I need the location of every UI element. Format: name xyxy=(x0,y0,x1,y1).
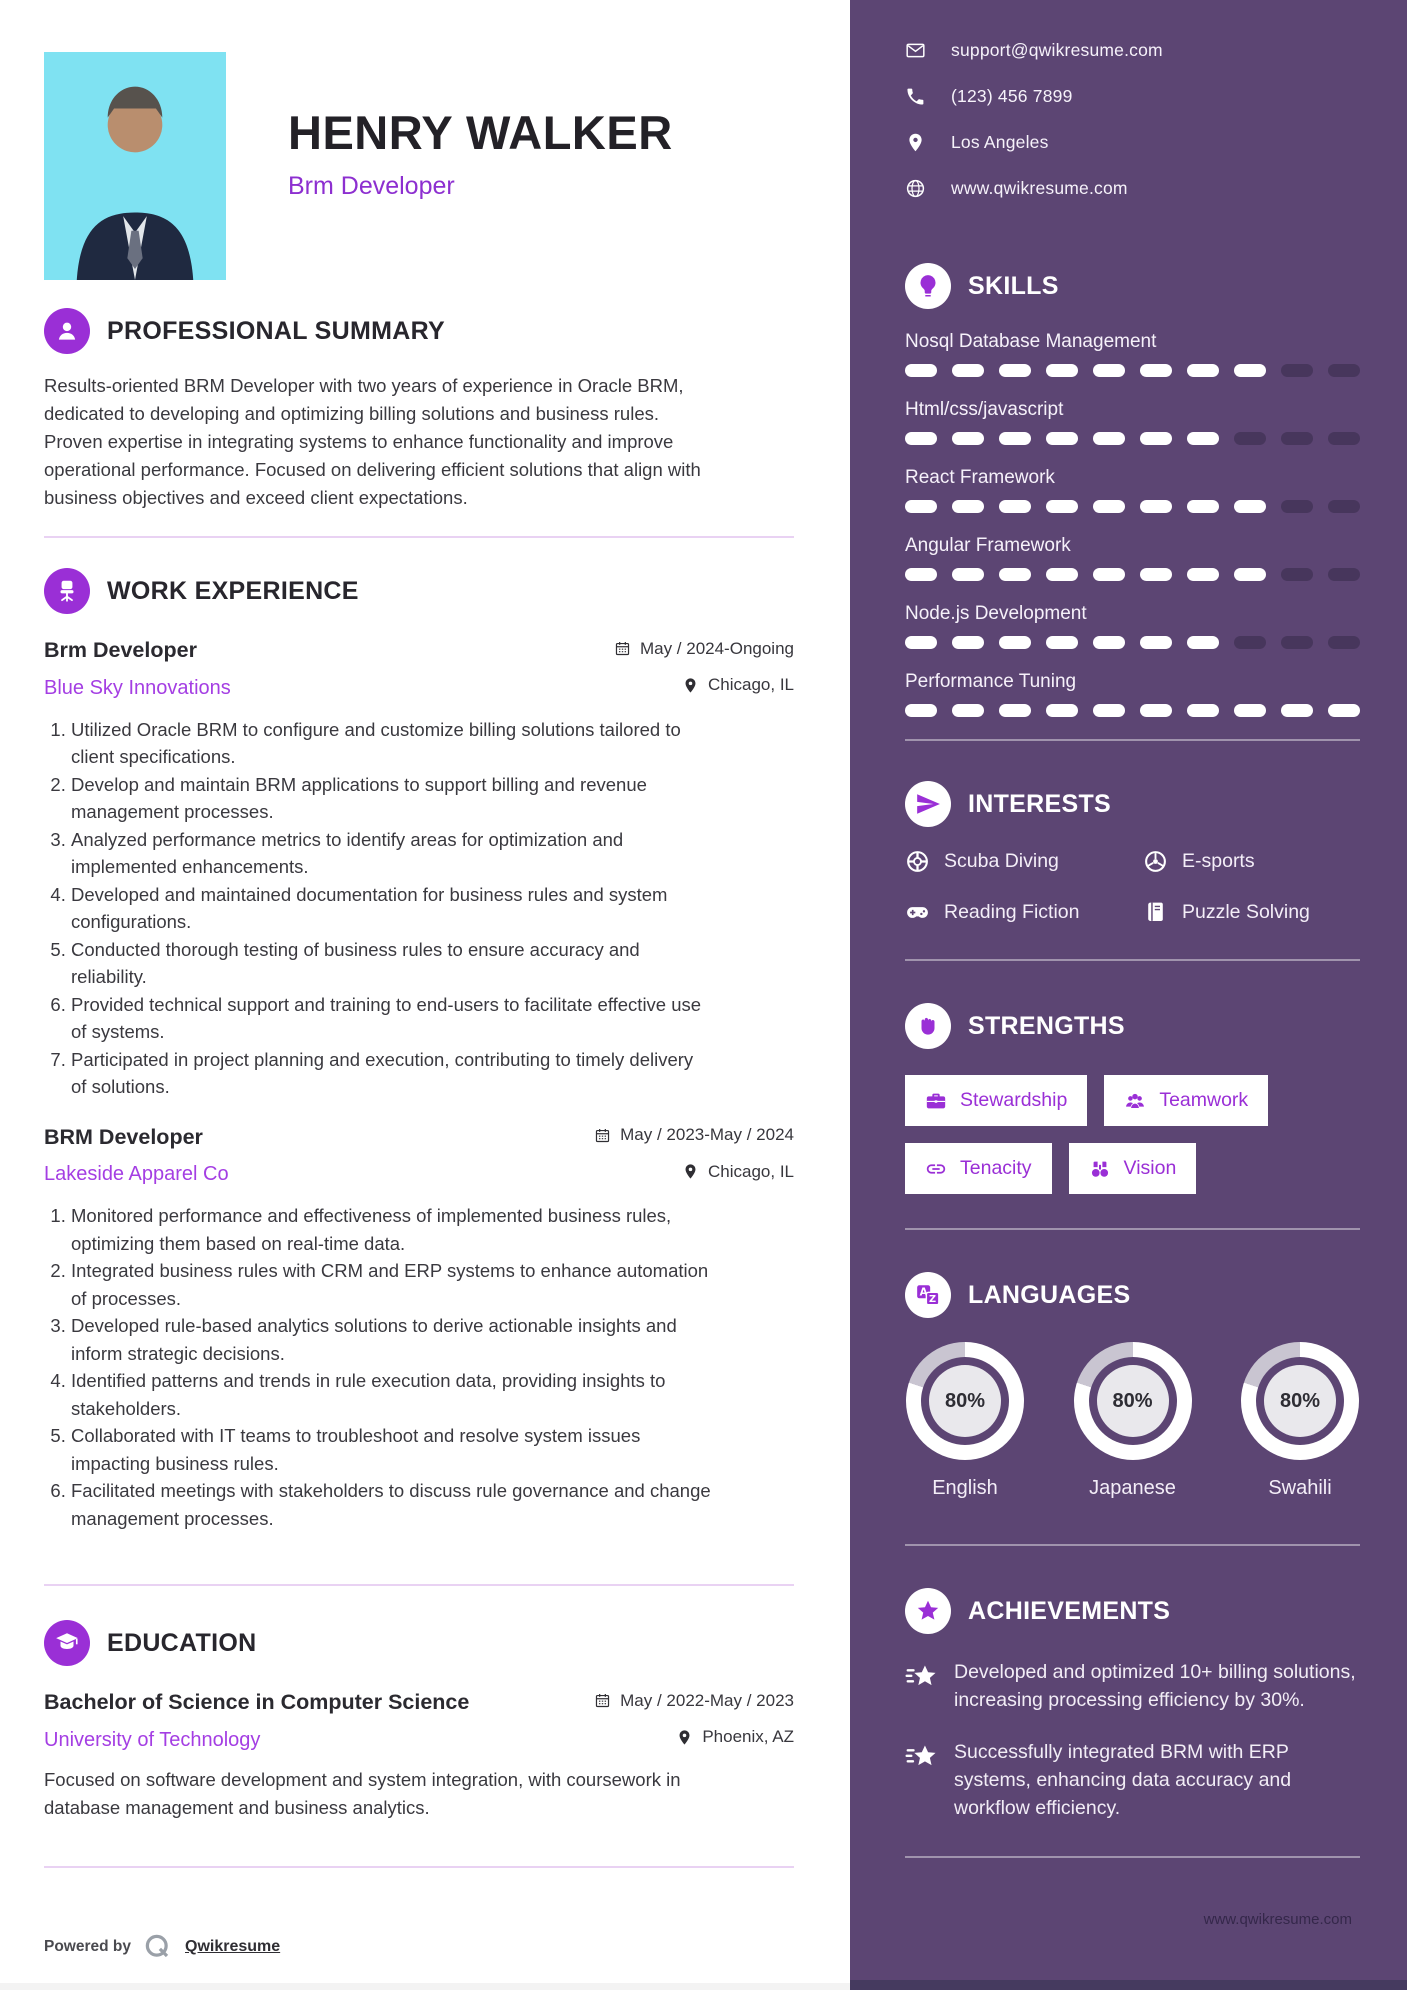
job-title: BRM Developer xyxy=(44,1124,203,1149)
work-heading: WORK EXPERIENCE xyxy=(107,576,359,605)
skill-pill xyxy=(1281,704,1313,717)
pin-icon xyxy=(682,1163,699,1180)
pin-icon xyxy=(905,132,926,153)
job-bullet: 3. Analyzed performance metrics to identify areas for optimization and implemented enhancements. xyxy=(71,826,712,881)
skill-pill xyxy=(1046,636,1078,649)
skill-pill xyxy=(1187,500,1219,513)
skill-pill xyxy=(1281,636,1313,649)
skill-pill xyxy=(1046,432,1078,445)
job-location-text: Chicago, IL xyxy=(708,1161,794,1181)
job-list xyxy=(44,638,794,1532)
globe-icon xyxy=(905,178,926,199)
skill-pill xyxy=(905,364,937,377)
skill-level-bar xyxy=(905,500,1360,513)
translate-icon xyxy=(905,1272,951,1318)
graduation-icon xyxy=(44,1620,90,1666)
skill-name: Html/css/javascript xyxy=(905,399,1064,420)
skill-pill xyxy=(1140,636,1172,649)
skill-pill xyxy=(952,364,984,377)
interest-item xyxy=(1143,849,1360,874)
skill-name: Node.js Development xyxy=(905,603,1087,624)
mail-icon xyxy=(905,40,926,61)
person-icon xyxy=(44,308,90,354)
skill-pill xyxy=(1140,568,1172,581)
skill-pill xyxy=(1046,568,1078,581)
job-dates xyxy=(614,639,794,659)
skill-pill xyxy=(905,568,937,581)
contact-item[interactable] xyxy=(905,132,1360,153)
sidebar-divider xyxy=(905,1856,1360,1858)
degree-title: Bachelor of Science in Computer Science xyxy=(44,1690,470,1714)
language-item xyxy=(1073,1342,1193,1500)
skill-level-bar xyxy=(905,704,1360,717)
skill-pill xyxy=(999,704,1031,717)
job-bullet-list xyxy=(44,716,712,1101)
skill-item xyxy=(905,535,1360,581)
skill-pill xyxy=(1234,364,1266,377)
language-item xyxy=(905,1342,1025,1500)
job-bullet: 2. Integrated business rules with CRM and ERP systems to enhance automation of processes. xyxy=(71,1257,712,1312)
skill-pill xyxy=(999,432,1031,445)
chain-link-icon xyxy=(925,1158,947,1180)
skill-pill xyxy=(1281,432,1313,445)
achievements-heading: ACHIEVEMENTS xyxy=(968,1596,1171,1625)
language-percent: 80% xyxy=(1264,1365,1336,1437)
skill-pill xyxy=(905,636,937,649)
language-item xyxy=(1240,1342,1360,1500)
skill-pill xyxy=(1234,500,1266,513)
calendar-icon xyxy=(594,1127,611,1144)
profile-photo xyxy=(44,52,226,280)
contact-item[interactable] xyxy=(905,40,1360,61)
interest-item xyxy=(905,849,1143,874)
identity-header xyxy=(44,52,794,280)
esports-ball-icon xyxy=(1143,849,1168,874)
skill-pill xyxy=(1046,500,1078,513)
education-dates xyxy=(594,1691,794,1711)
language-name: English xyxy=(932,1477,998,1499)
job-bullet: 5. Conducted thorough testing of business rules to ensure accuracy and reliability. xyxy=(71,936,712,991)
calendar-icon xyxy=(614,640,631,657)
section-divider xyxy=(44,536,794,538)
skill-level-bar xyxy=(905,432,1360,445)
footer-branding xyxy=(44,1932,794,1962)
skill-name: React Framework xyxy=(905,467,1055,488)
interests-heading: INTERESTS xyxy=(968,789,1111,818)
paper-plane-icon xyxy=(905,781,951,827)
powered-by-label: Powered by xyxy=(44,1937,131,1955)
job-bullet: 4. Developed and maintained documentation for business rules and system configurations. xyxy=(71,881,712,936)
skill-name: Performance Tuning xyxy=(905,671,1077,692)
language-list xyxy=(905,1342,1360,1500)
skill-pill xyxy=(999,568,1031,581)
skill-pill xyxy=(1187,432,1219,445)
skill-pill xyxy=(1187,364,1219,377)
skill-pill xyxy=(1234,704,1266,717)
job-bullet: 2. Develop and maintain BRM applications to support billing and revenue management processes. xyxy=(71,771,712,826)
donut-gap xyxy=(1256,1357,1344,1445)
skill-pill xyxy=(1234,432,1266,445)
job-dates-text: May / 2023-May / 2024 xyxy=(620,1125,794,1144)
interest-label: Reading Fiction xyxy=(944,901,1080,923)
teamwork-icon xyxy=(1124,1090,1146,1112)
degree-row xyxy=(44,1690,794,1715)
achievement-text: Developed and optimized 10+ billing solutions, increasing processing efficiency by 30%. xyxy=(954,1661,1356,1711)
donut-gap xyxy=(921,1357,1009,1445)
skill-pill xyxy=(1281,568,1313,581)
job-dates xyxy=(594,1125,794,1145)
job-bullet: 1. Monitored performance and effectiveness of implemented business rules, optimizing them based on real-time data. xyxy=(71,1202,712,1257)
skill-pill xyxy=(1093,432,1125,445)
job-entry xyxy=(44,638,794,1101)
strength-chip xyxy=(905,1143,1052,1194)
skill-pill xyxy=(1328,364,1360,377)
star-icon xyxy=(905,1588,951,1634)
job-bullet: 7. Participated in project planning and execution, contributing to timely delivery of solutions. xyxy=(71,1046,712,1101)
skill-pill xyxy=(1187,636,1219,649)
skill-pill xyxy=(905,704,937,717)
achievement-list xyxy=(905,1658,1360,1822)
education-heading: EDUCATION xyxy=(107,1628,257,1657)
skill-level-bar xyxy=(905,568,1360,581)
fist-icon xyxy=(905,1003,951,1049)
achievement-text: Successfully integrated BRM with ERP systems, enhancing data accuracy and workflow efficiency. xyxy=(954,1741,1292,1819)
achievement-item xyxy=(905,1658,1360,1714)
skill-item xyxy=(905,399,1360,445)
achievement-item xyxy=(905,1738,1360,1822)
skill-pill xyxy=(999,636,1031,649)
skill-pill xyxy=(1187,568,1219,581)
job-location xyxy=(682,675,794,695)
language-name: Swahili xyxy=(1268,1477,1332,1499)
candidate-name: HENRY WALKER xyxy=(288,106,673,159)
interests-section-header xyxy=(905,781,1360,827)
skills-section-header xyxy=(905,263,1360,309)
skill-pill xyxy=(1281,500,1313,513)
pin-icon xyxy=(676,1729,693,1746)
language-donut xyxy=(906,1342,1024,1460)
summary-section-header xyxy=(44,308,794,354)
job-company-row xyxy=(44,1162,794,1187)
strength-label: Stewardship xyxy=(960,1089,1068,1111)
strength-chip xyxy=(1104,1075,1268,1126)
work-section-header xyxy=(44,568,794,614)
languages-section-header xyxy=(905,1272,1360,1318)
skill-pill xyxy=(1140,364,1172,377)
contact-text: Los Angeles xyxy=(951,132,1049,152)
strength-chip xyxy=(905,1075,1087,1126)
skill-level-bar xyxy=(905,636,1360,649)
job-bullet: 1. Utilized Oracle BRM to configure and customize billing solutions tailored to client specifications. xyxy=(71,716,712,771)
education-section-header xyxy=(44,1620,794,1666)
gamepad-icon xyxy=(905,900,930,925)
sidebar-divider xyxy=(905,1228,1360,1230)
sidebar-divider xyxy=(905,959,1360,961)
skill-item xyxy=(905,331,1360,377)
company-link[interactable]: Blue Sky Innovations xyxy=(44,676,231,699)
skill-pill xyxy=(952,636,984,649)
binoculars-icon xyxy=(1089,1158,1111,1180)
contact-text: support@qwikresume.com xyxy=(951,40,1163,60)
job-title-row xyxy=(44,1125,794,1150)
job-bullet-list xyxy=(44,1202,712,1532)
sidebar-divider xyxy=(905,1544,1360,1546)
lightbulb-icon xyxy=(905,263,951,309)
interest-label: E-sports xyxy=(1182,850,1255,872)
skill-pill xyxy=(1328,568,1360,581)
skill-pill xyxy=(1046,364,1078,377)
strength-label: Vision xyxy=(1123,1157,1177,1179)
job-title-row xyxy=(44,638,794,663)
section-divider xyxy=(44,1866,794,1868)
language-donut xyxy=(1074,1342,1192,1460)
skill-pill xyxy=(1328,636,1360,649)
education-dates-text: May / 2022-May / 2023 xyxy=(620,1690,794,1710)
interest-item xyxy=(905,900,1143,925)
donut-gap xyxy=(1089,1357,1177,1445)
contact-text: www.qwikresume.com xyxy=(951,178,1128,198)
summary-text: Results-oriented BRM Developer with two years of experience in Oracle BRM, dedicated to developing and optimizing billing solutions and business rules. Proven expertise in integrating systems to enhance functionality and improve operational performance. Focused on delivering efficient solutions that align with business objectives and exceed client expectations. xyxy=(44,375,701,508)
skill-pill xyxy=(1093,500,1125,513)
book-icon xyxy=(1143,900,1168,925)
job-location-text: Chicago, IL xyxy=(708,675,794,694)
skill-pill xyxy=(952,704,984,717)
name-block xyxy=(288,52,673,280)
candidate-title: Brm Developer xyxy=(288,172,455,201)
school-row xyxy=(44,1727,794,1752)
skill-name: Angular Framework xyxy=(905,535,1071,556)
skill-pill xyxy=(999,364,1031,377)
skill-level-bar xyxy=(905,364,1360,377)
office-chair-icon xyxy=(44,568,90,614)
qwikresume-link[interactable]: Qwikresume xyxy=(185,1937,281,1955)
interest-item xyxy=(1143,900,1360,925)
skill-pill xyxy=(905,432,937,445)
language-percent: 80% xyxy=(1097,1365,1169,1437)
phone-icon xyxy=(905,86,926,107)
skill-pill xyxy=(1140,432,1172,445)
strength-chip xyxy=(1069,1143,1197,1194)
job-entry xyxy=(44,1125,794,1533)
skill-item xyxy=(905,603,1360,649)
contact-item[interactable] xyxy=(905,178,1360,199)
job-company-row xyxy=(44,675,794,700)
skill-pill xyxy=(952,500,984,513)
language-name: Japanese xyxy=(1089,1477,1176,1499)
job-bullet: 6. Provided technical support and training to end-users to facilitate effective use of systems. xyxy=(71,991,712,1046)
job-title: Brm Developer xyxy=(44,638,197,662)
briefcase-icon xyxy=(925,1090,947,1112)
skill-pill xyxy=(1093,364,1125,377)
language-donut xyxy=(1241,1342,1359,1460)
skill-pill xyxy=(1140,500,1172,513)
lifebuoy-icon xyxy=(905,849,930,874)
skill-pill xyxy=(999,500,1031,513)
interest-label: Scuba Diving xyxy=(944,850,1059,872)
job-bullet: 6. Facilitated meetings with stakeholders to discuss rule governance and change management processes. xyxy=(71,1477,712,1532)
watermark-website: www.qwikresume.com xyxy=(1203,1911,1352,1928)
skill-pill xyxy=(1093,568,1125,581)
school-link[interactable]: University of Technology xyxy=(44,1728,261,1751)
company-link[interactable]: Lakeside Apparel Co xyxy=(44,1163,229,1185)
job-bullet: 3. Developed rule-based analytics solutions to derive actionable insights and inform strategic decisions. xyxy=(71,1312,712,1367)
language-percent: 80% xyxy=(929,1365,1001,1437)
job-bullet: 5. Collaborated with IT teams to troubleshoot and resolve system issues impacting business rules. xyxy=(71,1422,712,1477)
strengths-section-header xyxy=(905,1003,1360,1049)
contact-list xyxy=(905,40,1360,199)
interest-list xyxy=(905,849,1360,925)
skill-pill xyxy=(1140,704,1172,717)
skill-list xyxy=(905,331,1360,717)
skill-pill xyxy=(1281,364,1313,377)
summary-heading: PROFESSIONAL SUMMARY xyxy=(107,316,445,345)
skill-pill xyxy=(1046,704,1078,717)
strength-list xyxy=(905,1075,1360,1194)
skill-pill xyxy=(952,432,984,445)
profile-photo-illustration xyxy=(44,52,226,280)
shooting-star-icon xyxy=(905,1740,938,1773)
job-dates-text: May / 2024-Ongoing xyxy=(639,638,794,658)
skill-item xyxy=(905,467,1360,513)
sidebar xyxy=(850,0,1407,1990)
qwikresume-logo-icon xyxy=(143,1932,173,1962)
skill-pill xyxy=(1234,636,1266,649)
skill-pill xyxy=(1093,636,1125,649)
achievements-section-header xyxy=(905,1588,1360,1634)
sidebar-divider xyxy=(905,739,1360,741)
strength-label: Tenacity xyxy=(960,1157,1032,1179)
shooting-star-icon xyxy=(905,1660,938,1693)
job-location xyxy=(682,1162,794,1182)
strength-label: Teamwork xyxy=(1159,1089,1249,1111)
skill-pill xyxy=(1234,568,1266,581)
skill-pill xyxy=(1328,704,1360,717)
interest-label: Puzzle Solving xyxy=(1182,901,1310,923)
contact-text: (123) 456 7899 xyxy=(951,86,1073,106)
skill-pill xyxy=(905,500,937,513)
skill-name: Nosql Database Management xyxy=(905,331,1157,352)
skill-pill xyxy=(1328,432,1360,445)
job-bullet: 4. Identified patterns and trends in rule execution data, providing insights to stakeholders. xyxy=(71,1367,712,1422)
education-location-text: Phoenix, AZ xyxy=(702,1727,794,1746)
skill-pill xyxy=(952,568,984,581)
calendar-icon xyxy=(594,1692,611,1709)
strengths-heading: STRENGTHS xyxy=(968,1011,1125,1040)
languages-heading: LANGUAGES xyxy=(968,1280,1131,1309)
skill-item xyxy=(905,671,1360,717)
education-description: Focused on software development and system integration, with coursework in database management and business analytics. xyxy=(44,1768,681,1818)
skill-pill xyxy=(1093,704,1125,717)
skill-pill xyxy=(1187,704,1219,717)
section-divider xyxy=(44,1584,794,1586)
skill-pill xyxy=(1328,500,1360,513)
pin-icon xyxy=(682,677,699,694)
skills-heading: SKILLS xyxy=(968,271,1059,300)
education-location xyxy=(676,1727,794,1747)
contact-item[interactable] xyxy=(905,86,1360,107)
